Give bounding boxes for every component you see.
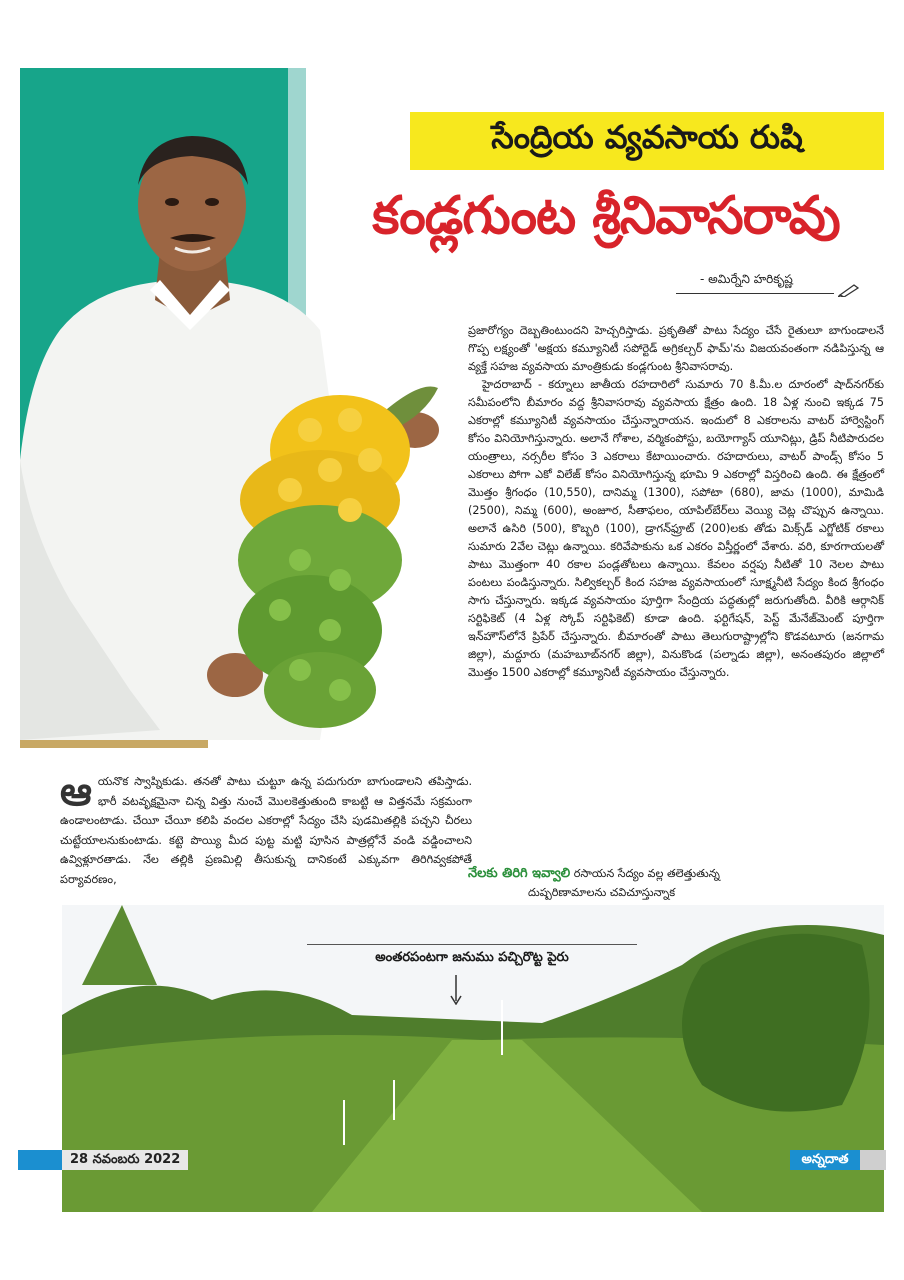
page-number: 28 [70, 1152, 89, 1167]
magazine-brand: అన్నదాత [790, 1150, 860, 1170]
byline-rule [676, 293, 834, 294]
kicker-text: సేంద్రియ వ్యవసాయ రుషి [491, 118, 803, 156]
drop-cap: ఆ [60, 769, 92, 815]
body-paragraph: ప్రజారోగ్యం దెబ్బతింటుందని హెచ్చరిస్తాడు. ప్రకృతితో పాటు సేద్యం చేసే రైతులూ బాగుండాలనే గొప్ప లక్ష్యంతో 'అక్షయ కమ్యూనిటీ సపోర్టెడ్ అగ్రికల్చర్ ఫామ్'ను విజయవంతంగా నడిపిస్తున్న ఆ వ్యక్తే సహజ వ్యవసాయ మాంత్రికుడు కండ్లగుంట శ్రీనివాసరావు. [468, 324, 884, 373]
subhead-continuation: రసాయన సేద్యం వల్ల తలెత్తుతున్న [570, 867, 720, 880]
body-paragraph: హైదరాబాద్ - కర్నూలు జాతీయ రహదారిలో సుమారు 70 కి.మీ.ల దూరంలో షాద్‌నగర్‌కు సమీపంలోని బీమారం వద్ద శ్రీనివాసరావు వ్యవసాయ క్షేత్రం ఉంది. 18 ఏళ్ల నుంచి ఇక్కడ 75 ఎకరాల్లో కమ్యూనిటీ వ్యవసాయం చేస్తున్నారాయన. ఇందులో 8 ఎకరాలను వాటర్ హార్వెస్టింగ్ కోసం వినియోగిస్తున్నారు. అలానే గోశాల, వర్మికంపోస్టు, బయోగ్యాస్ యూనిట్లు, డ్రిప్ నీటిపారుదల యంత్రాలు, నర్సరీల కోసం 3 ఎకరాలు కేటాయించారు. రహదారులు, వాటర్ పాండ్స్ కోసం 5 ఎకరాలు పోగా ఎకో విలేజ్ కోసం వినియోగిస్తున్న భూమి 9 ఎకరాల్లో విస్తరించి ఉంది. ఈ క్షేత్రంలో మొత్తం శ్రీగంధం (10,550), దానిమ్మ (1300), సపోటా (680), జామ (1000), మామిడి (2500), నిమ్మ (600), అంజూర, సీతాఫలం, యాపిల్‌బేర్‌లు వెయ్యి చెట్ల చొప్పున ఉన్నాయి. అలానే ఉసిరి (500), కొబ్బరి (100), డ్రాగన్‌ఫ్రూట్ (200)లకు తోడు మిక్స్‌డ్ ఎగ్జోటిక్ రకాలు సుమారు 2వేల చెట్లు ఉన్నాయి. కరివేపాకును ఒక ఎకరం విస్తీర్ణంలో వేశారు. వరి, కూరగాయలతో పాటు మొత్తంగా 40 రకాల పండ్లతోటలు ఉన్నాయి. కేవలం వర్షపు నీటితో 10 నెలల పాటు పంటలు పండిస్తున్నారు. సిల్వికల్చర్ కింద సహజ వ్యవసాయంలో సూక్ష్మనీటి సేద్యం కింద శ్రీగంధం సాగు చేస్తున్నారు. ఇక్కడ వ్యవసాయం పూర్తిగా సేంద్రియ పద్ధతుల్లో జరుగుతోంది. వీరికి ఆర్గానిక్ సర్టిఫికెట్ (4 ఏళ్ల స్కోప్ సర్టిఫికెట్) కూడా ఉంది. ఫర్టిగేషన్, పెస్ట్ మేనేజ్‌మెంట్ పూర్తిగా ఇన్‌హౌస్‌లోనే ప్రిపేర్ చేస్తున్నారు. బీమారంతో పాటు తెలుగురాష్ట్రాల్లోని కొడవటూరు (జనగామ జిల్లా), మద్దూరు (మహబూబ్‌నగర్ జిల్లా), వినుకొండ (పల్నాడు జిల్లా), అనంతపురం జిల్లాలో మొత్తం 1500 ఎకరాల్లో కమ్యూనిటీ వ్యవసాయం చేస్తున్నారు. [468, 378, 884, 679]
right-column-text [468, 322, 884, 682]
pen-icon [838, 283, 860, 297]
issue-date: నవంబరు 2022 [92, 1152, 181, 1167]
intro-paragraph: యనొక స్వాప్నికుడు. తనతో పాటు చుట్టూ ఉన్న పదుగురూ బాగుండాలని తపిస్తాడు. భారీ వటవృక్షమైనా చిన్న విత్తు నుంచే మొలకెత్తుతుంది కాబట్టి ఆ విత్తనమే సక్రమంగా ఉండాలంటాడు. చేయీ చేయీ కలిపి వందల ఎకరాల్లో సేద్యం చేసి పుడమితల్లికి పచ్చని చీరలు చుట్టేయాలనుకుంటాడు. కట్టె పొయ్యి మీద పుట్ట మట్టి పూసిన పాత్రల్లోనే వండి వడ్డించాలని ఉవ్విళ్లూరతాడు. నేల తల్లికి ప్రణమిల్లి తీసుకున్న దానికంటే ఎక్కువగా తిరిగివ్వకపోతే పర్యావరణం, [60, 775, 472, 886]
photo-caption: అంతరపంటగా జనుము పచ్చిరొట్ట పైరు [375, 950, 569, 965]
byline: - అమిర్నేని హరికృష్ణ [700, 272, 793, 286]
kicker-banner [410, 112, 884, 170]
body-line: దుష్పరిణామాలను చవిచూస్తున్నాక [528, 886, 676, 899]
article-headline: కండ్లగుంట శ్రీనివాసరావు [372, 186, 840, 246]
subhead-line [468, 864, 884, 883]
caption-rule [307, 944, 637, 945]
left-column-text [60, 769, 472, 889]
section-subhead: నేలకు తిరిగి ఇవ్వాలి [468, 866, 571, 881]
arrow-down-icon [450, 975, 462, 1005]
brand-tail [860, 1150, 886, 1170]
page-folio [62, 1150, 188, 1170]
